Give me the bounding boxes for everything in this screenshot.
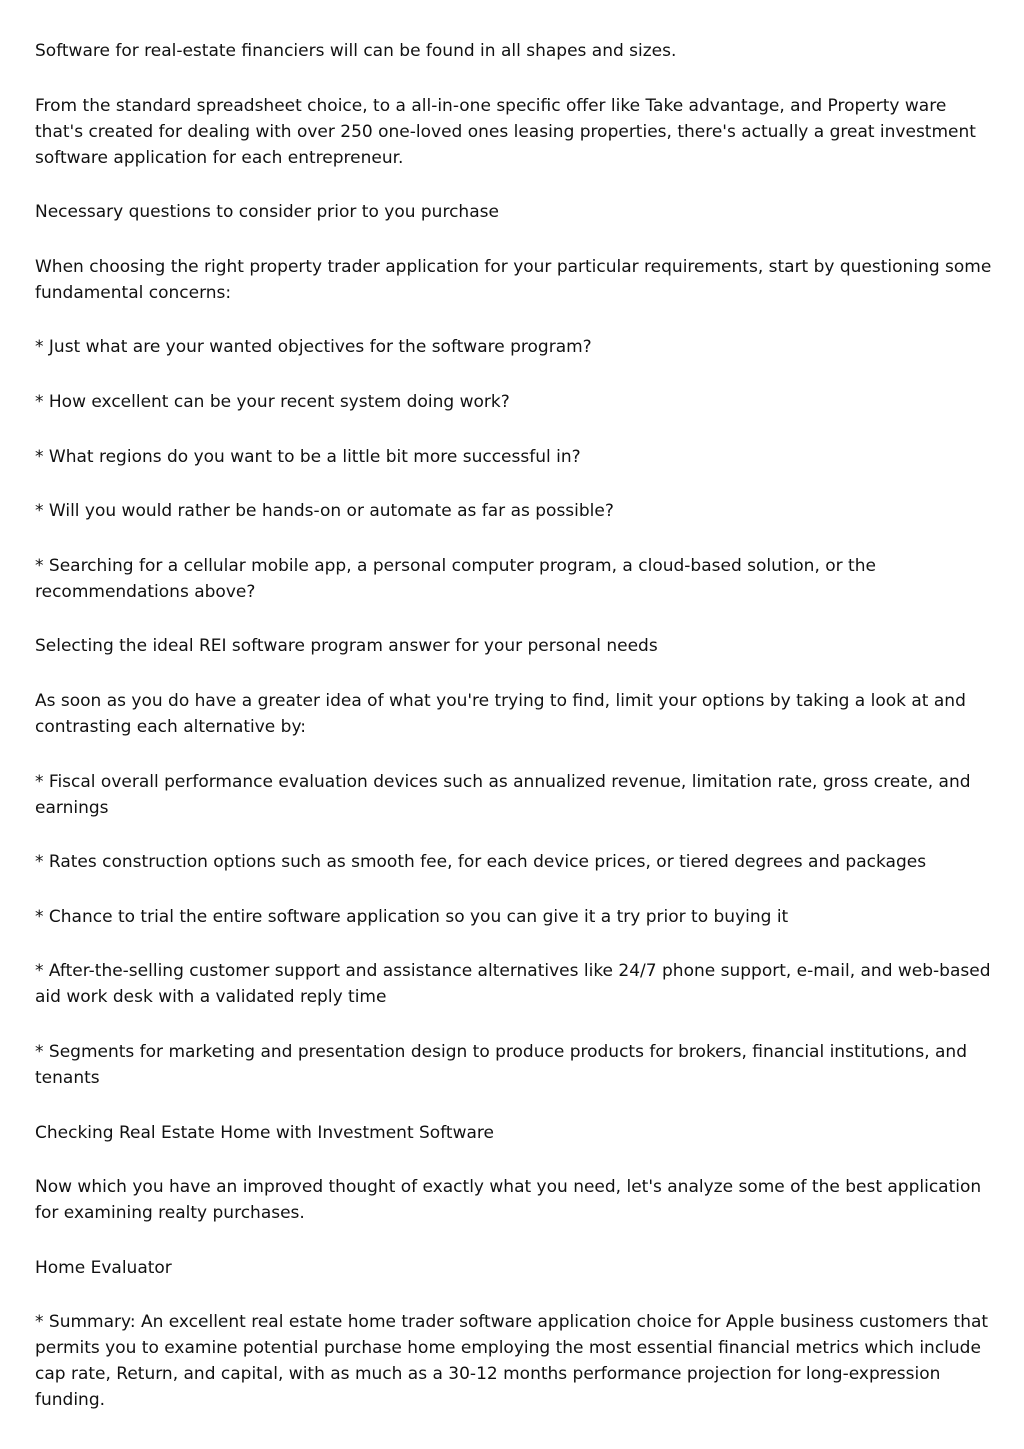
questions-intro-paragraph: When choosing the right property trader application for your particular requirements, start by questioning some fundamental concerns: (35, 256, 992, 303)
list-item: * Segments for marketing and presentation design to produce products for brokers, financial institutions, and tenants (35, 1041, 967, 1088)
list-item: * After-the-selling customer support and assistance alternatives like 24/7 phone support, e-mail, and web-based aid work desk with a validated reply time (35, 961, 991, 1008)
checking-intro-paragraph: Now which you have an improved thought of exactly what you need, let's analyze some of the best application for examining realty purchases. (35, 1177, 982, 1224)
section-heading-questions: Necessary questions to consider prior to you purchase (35, 202, 499, 223)
list-item: * How excellent can be your recent system doing work? (35, 391, 510, 412)
list-item: * Summary: An excellent real estate home trader software application choice for Apple business customers that permits you to examine potential purchase home employing the most essential financial metrics which include cap rate, Return, and capital, with as much as a 30-12 months performance projection for long-expression funding. (35, 1312, 989, 1411)
intro-paragraph: Software for real-estate financiers will can be found in all shapes and sizes. (35, 41, 677, 61)
list-item: * Searching for a cellular mobile app, a personal computer program, a cloud-based solution, or the recommendations above? (35, 555, 876, 602)
list-item: * Just what are your wanted objectives for the software program? (35, 337, 592, 358)
list-item: * Chance to trial the entire software application so you can give it a try prior to buying it (35, 906, 789, 927)
selecting-intro-paragraph: As soon as you do have a greater idea of what you're trying to find, limit your options by taking a look at and contrasting each alternative by: (35, 690, 966, 737)
overview-paragraph: From the standard spreadsheet choice, to a all-in-one specific offer like Take advantage, and Property ware that's created for dealing with over 250 one-loved ones leasing properties, there's actually a great investment software application for each entrepreneur. (35, 95, 976, 168)
section-heading-checking: Checking Real Estate Home with Investment Software (35, 1122, 494, 1143)
list-item: * Will you would rather be hands-on or automate as far as possible? (35, 501, 614, 522)
section-heading-selecting: Selecting the ideal REI software program answer for your personal needs (35, 636, 658, 657)
section-heading-home-evaluator: Home Evaluator (35, 1257, 172, 1278)
list-item: * What regions do you want to be a little bit more successful in? (35, 446, 581, 467)
list-item: * Rates construction options such as smooth fee, for each device prices, or tiered degrees and packages (35, 852, 927, 873)
document-body (35, 38, 993, 1442)
list-item: * Fiscal overall performance evaluation devices such as annualized revenue, limitation rate, gross create, and earnings (35, 771, 971, 818)
